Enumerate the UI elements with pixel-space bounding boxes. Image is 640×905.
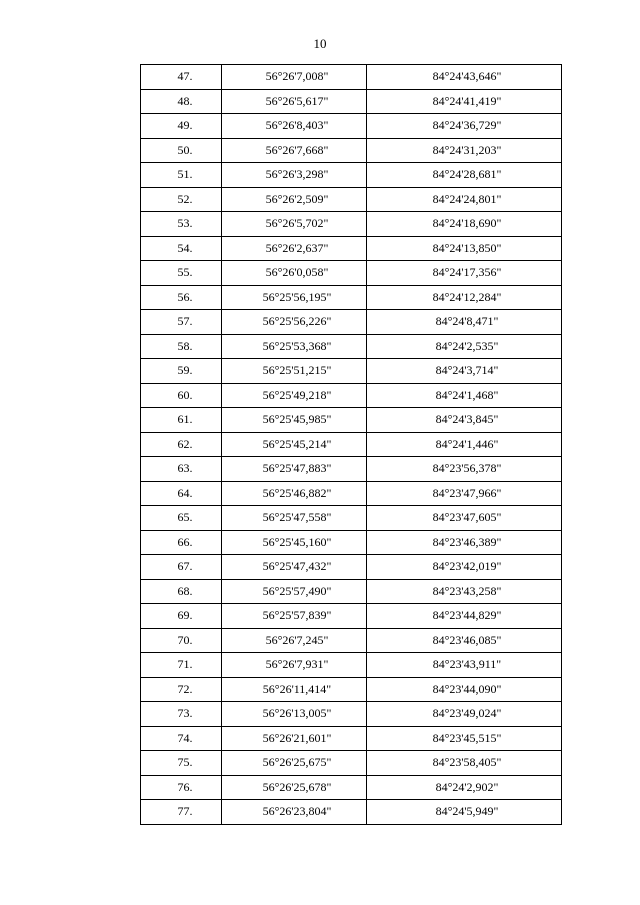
point-number-cell: 72. — [141, 677, 222, 702]
table-row — [141, 677, 562, 702]
table-row — [141, 481, 562, 506]
table-row — [141, 187, 562, 212]
latitude-cell: 56°25'51,215" — [222, 359, 367, 384]
point-number-cell: 60. — [141, 383, 222, 408]
longitude-cell: 84°24'13,850" — [367, 236, 562, 261]
longitude-cell: 84°23'56,378" — [367, 457, 562, 482]
coordinates-table — [140, 64, 562, 825]
latitude-cell: 56°26'2,509" — [222, 187, 367, 212]
latitude-cell: 56°25'47,432" — [222, 555, 367, 580]
point-number-cell: 65. — [141, 506, 222, 531]
table-row — [141, 261, 562, 286]
point-number-cell: 74. — [141, 726, 222, 751]
table-row — [141, 604, 562, 629]
point-number-cell: 55. — [141, 261, 222, 286]
longitude-cell: 84°23'49,024" — [367, 702, 562, 727]
table-row — [141, 334, 562, 359]
table-row — [141, 310, 562, 335]
longitude-cell: 84°24'2,902" — [367, 775, 562, 800]
point-number-cell: 62. — [141, 432, 222, 457]
point-number-cell: 49. — [141, 114, 222, 139]
point-number-cell: 77. — [141, 800, 222, 825]
point-number-cell: 53. — [141, 212, 222, 237]
point-number-cell: 54. — [141, 236, 222, 261]
longitude-cell: 84°24'1,446" — [367, 432, 562, 457]
longitude-cell: 84°23'47,605" — [367, 506, 562, 531]
point-number-cell: 69. — [141, 604, 222, 629]
point-number-cell: 67. — [141, 555, 222, 580]
longitude-cell: 84°23'43,911" — [367, 653, 562, 678]
point-number-cell: 59. — [141, 359, 222, 384]
longitude-cell: 84°23'58,405" — [367, 751, 562, 776]
latitude-cell: 56°26'5,702" — [222, 212, 367, 237]
point-number-cell: 52. — [141, 187, 222, 212]
table-row — [141, 751, 562, 776]
longitude-cell: 84°24'2,535" — [367, 334, 562, 359]
table-row — [141, 236, 562, 261]
table-row — [141, 579, 562, 604]
latitude-cell: 56°26'2,637" — [222, 236, 367, 261]
latitude-cell: 56°26'25,678" — [222, 775, 367, 800]
point-number-cell: 76. — [141, 775, 222, 800]
table-row — [141, 506, 562, 531]
latitude-cell: 56°26'3,298" — [222, 163, 367, 188]
latitude-cell: 56°26'25,675" — [222, 751, 367, 776]
point-number-cell: 58. — [141, 334, 222, 359]
point-number-cell: 50. — [141, 138, 222, 163]
point-number-cell: 56. — [141, 285, 222, 310]
latitude-cell: 56°25'47,883" — [222, 457, 367, 482]
latitude-cell: 56°25'45,214" — [222, 432, 367, 457]
coordinates-table-body — [141, 65, 562, 825]
latitude-cell: 56°25'53,368" — [222, 334, 367, 359]
point-number-cell: 61. — [141, 408, 222, 433]
longitude-cell: 84°24'3,845" — [367, 408, 562, 433]
table-row — [141, 138, 562, 163]
longitude-cell: 84°23'42,019" — [367, 555, 562, 580]
table-row — [141, 800, 562, 825]
longitude-cell: 84°24'8,471" — [367, 310, 562, 335]
table-row — [141, 628, 562, 653]
table-row — [141, 775, 562, 800]
latitude-cell: 56°26'13,005" — [222, 702, 367, 727]
longitude-cell: 84°24'5,949" — [367, 800, 562, 825]
point-number-cell: 73. — [141, 702, 222, 727]
point-number-cell: 47. — [141, 65, 222, 90]
table-row — [141, 383, 562, 408]
point-number-cell: 66. — [141, 530, 222, 555]
longitude-cell: 84°24'3,714" — [367, 359, 562, 384]
latitude-cell: 56°26'8,403" — [222, 114, 367, 139]
latitude-cell: 56°25'49,218" — [222, 383, 367, 408]
point-number-cell: 51. — [141, 163, 222, 188]
point-number-cell: 68. — [141, 579, 222, 604]
table-row — [141, 163, 562, 188]
table-row — [141, 114, 562, 139]
latitude-cell: 56°25'57,839" — [222, 604, 367, 629]
longitude-cell: 84°24'36,729" — [367, 114, 562, 139]
longitude-cell: 84°24'12,284" — [367, 285, 562, 310]
table-row — [141, 457, 562, 482]
longitude-cell: 84°23'45,515" — [367, 726, 562, 751]
longitude-cell: 84°24'1,468" — [367, 383, 562, 408]
page-number: 10 — [313, 36, 327, 51]
table-row — [141, 432, 562, 457]
point-number-cell: 71. — [141, 653, 222, 678]
longitude-cell: 84°24'31,203" — [367, 138, 562, 163]
point-number-cell: 48. — [141, 89, 222, 114]
latitude-cell: 56°26'7,931" — [222, 653, 367, 678]
latitude-cell: 56°25'47,558" — [222, 506, 367, 531]
longitude-cell: 84°23'46,085" — [367, 628, 562, 653]
longitude-cell: 84°23'47,966" — [367, 481, 562, 506]
point-number-cell: 57. — [141, 310, 222, 335]
latitude-cell: 56°26'23,804" — [222, 800, 367, 825]
table-row — [141, 530, 562, 555]
table-row — [141, 408, 562, 433]
table-row — [141, 89, 562, 114]
latitude-cell: 56°26'5,617" — [222, 89, 367, 114]
longitude-cell: 84°23'43,258" — [367, 579, 562, 604]
latitude-cell: 56°25'57,490" — [222, 579, 367, 604]
longitude-cell: 84°23'44,090" — [367, 677, 562, 702]
longitude-cell: 84°24'17,356" — [367, 261, 562, 286]
longitude-cell: 84°24'18,690" — [367, 212, 562, 237]
latitude-cell: 56°26'7,668" — [222, 138, 367, 163]
longitude-cell: 84°24'41,419" — [367, 89, 562, 114]
latitude-cell: 56°25'56,226" — [222, 310, 367, 335]
longitude-cell: 84°23'46,389" — [367, 530, 562, 555]
latitude-cell: 56°26'0,058" — [222, 261, 367, 286]
longitude-cell: 84°24'43,646" — [367, 65, 562, 90]
latitude-cell: 56°26'21,601" — [222, 726, 367, 751]
table-row — [141, 726, 562, 751]
table-row — [141, 65, 562, 90]
table-row — [141, 702, 562, 727]
table-row — [141, 653, 562, 678]
latitude-cell: 56°25'45,160" — [222, 530, 367, 555]
latitude-cell: 56°25'45,985" — [222, 408, 367, 433]
table-row — [141, 212, 562, 237]
longitude-cell: 84°24'28,681" — [367, 163, 562, 188]
latitude-cell: 56°26'7,245" — [222, 628, 367, 653]
table-row — [141, 359, 562, 384]
point-number-cell: 70. — [141, 628, 222, 653]
longitude-cell: 84°23'44,829" — [367, 604, 562, 629]
longitude-cell: 84°24'24,801" — [367, 187, 562, 212]
latitude-cell: 56°25'56,195" — [222, 285, 367, 310]
table-row — [141, 285, 562, 310]
latitude-cell: 56°25'46,882" — [222, 481, 367, 506]
point-number-cell: 63. — [141, 457, 222, 482]
latitude-cell: 56°26'7,008" — [222, 65, 367, 90]
table-row — [141, 555, 562, 580]
point-number-cell: 75. — [141, 751, 222, 776]
point-number-cell: 64. — [141, 481, 222, 506]
latitude-cell: 56°26'11,414" — [222, 677, 367, 702]
